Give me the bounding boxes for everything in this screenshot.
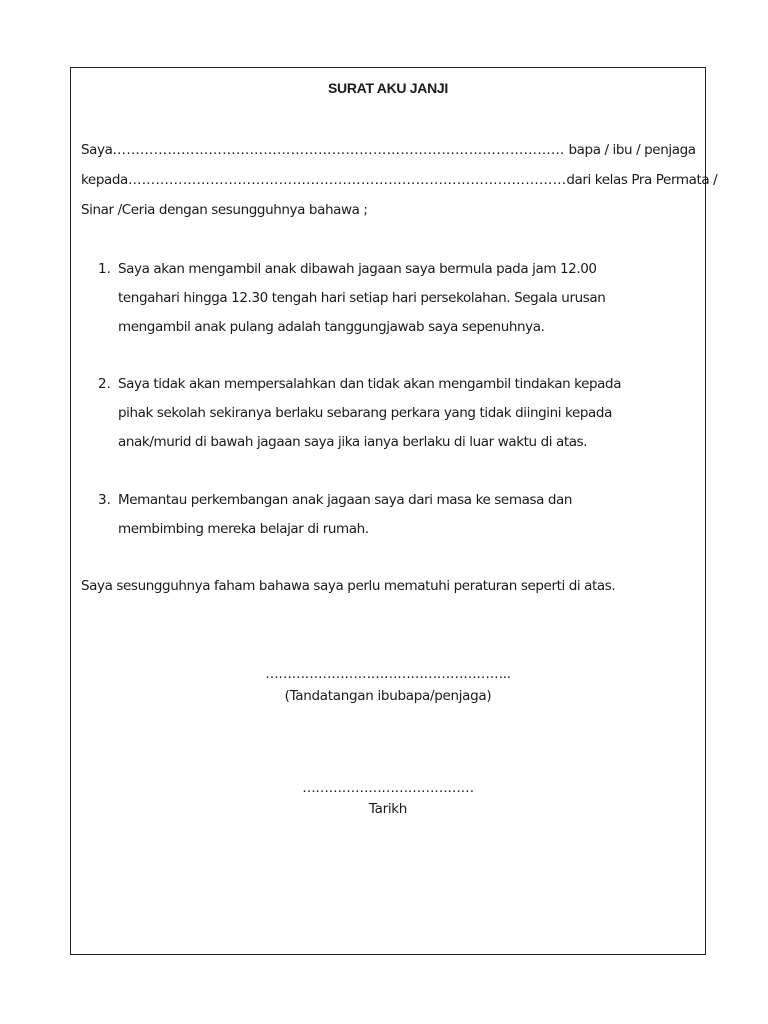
name-blank: ……………………………………………………………………………………… bbox=[112, 142, 565, 158]
item-2-number: 2. bbox=[98, 376, 111, 392]
date-line: ………………………………… bbox=[302, 780, 474, 796]
item-3-line-2: membimbing mereka belajar di rumah. bbox=[118, 521, 369, 537]
intro-kepada-label: kepada bbox=[81, 172, 128, 188]
intro-line-1 bbox=[81, 142, 696, 158]
signature-line: ……………………………………………….. bbox=[265, 666, 511, 682]
item-1-line-1: Saya akan mengambil anak dibawah jagaan saya bermula pada jam 12.00 bbox=[118, 261, 597, 277]
document-frame bbox=[70, 67, 718, 955]
intro-class-label: dari kelas Pra Permata / bbox=[566, 172, 718, 188]
intro-line-2 bbox=[81, 172, 717, 188]
intro-saya-label: Saya bbox=[81, 142, 113, 158]
item-3-line-1: Memantau perkembangan anak jagaan saya dari masa ke semasa dan bbox=[118, 492, 573, 508]
item-1-number: 1. bbox=[98, 261, 111, 277]
item-1-line-2: tengahari hingga 12.30 tengah hari setiap hari persekolahan. Segala urusan bbox=[118, 290, 606, 306]
item-1-line-3: mengambil anak pulang adalah tanggungjawab saya sepenuhnya. bbox=[118, 319, 545, 335]
document-title: SURAT AKU JANJI bbox=[328, 80, 448, 96]
date-label: Tarikh bbox=[368, 801, 408, 817]
intro-relation-label: bapa / ibu / penjaga bbox=[564, 142, 696, 158]
item-2-line-3: anak/murid di bawah jagaan saya jika ianya berlaku di luar waktu di atas. bbox=[118, 434, 588, 450]
signature-label: (Tandatangan ibubapa/penjaga) bbox=[284, 688, 492, 704]
intro-line-3: Sinar /Ceria dengan sesungguhnya bahawa ; bbox=[81, 202, 368, 218]
item-2-line-2: pihak sekolah sekiranya berlaku sebarang perkara yang tidak diingini kepada bbox=[118, 405, 612, 421]
child-name-blank: …………………………………………………………………………………… bbox=[127, 172, 567, 188]
item-2-line-1: Saya tidak akan mempersalahkan dan tidak akan mengambil tindakan kepada bbox=[118, 376, 622, 392]
closing-statement: Saya sesungguhnya faham bahawa saya perlu mematuhi peraturan seperti di atas. bbox=[81, 578, 616, 594]
item-3-number: 3. bbox=[98, 492, 111, 508]
